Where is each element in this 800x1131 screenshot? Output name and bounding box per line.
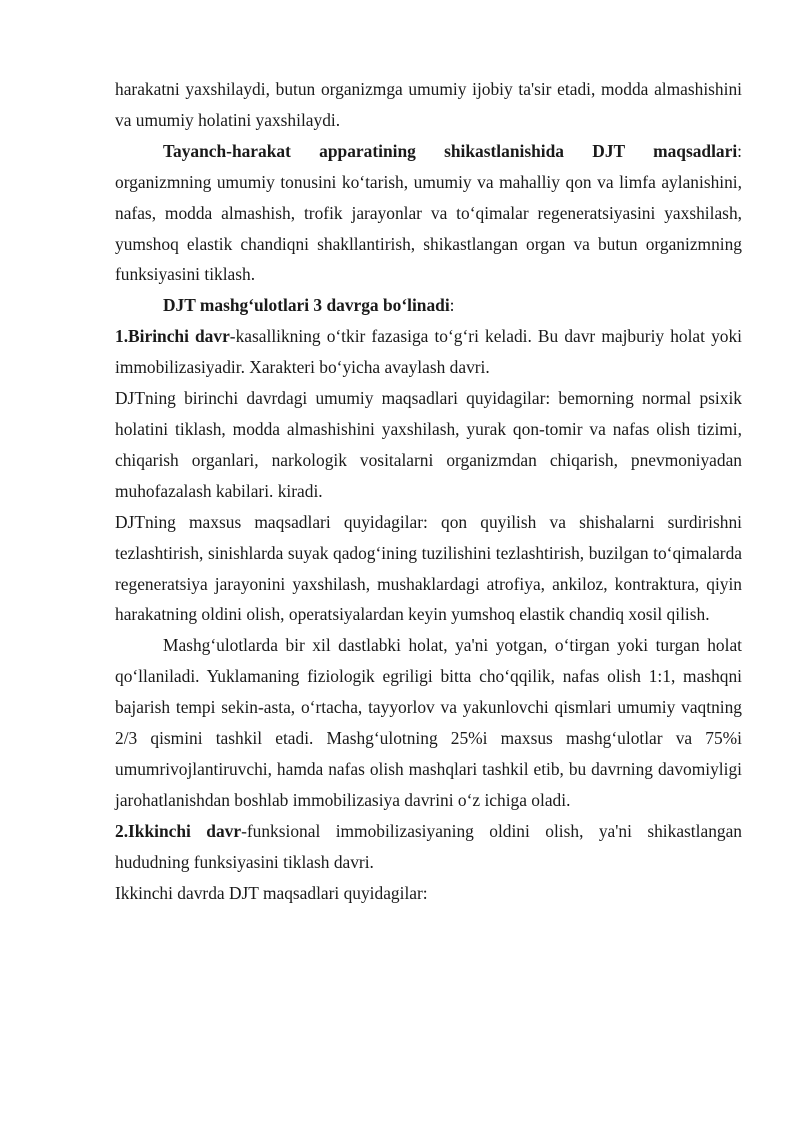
paragraph-4 <box>115 321 742 383</box>
paragraph-8-heading: 2.Ikkinchi davr <box>115 820 242 841</box>
paragraph-2 <box>115 136 742 291</box>
paragraph-8 <box>115 816 742 878</box>
paragraph-8-text: -funksional immobilizasiyaning oldini olish, ya'ni shikastlangan hududning funksiyasini tiklash davri. <box>115 820 742 872</box>
paragraph-4-heading: 1.Birinchi davr <box>115 326 230 347</box>
paragraph-4-text: -kasallikning o‘tkir fazasiga to‘g‘ri keladi. Bu davr majburiy holat yoki immobilizasiyadir. Xarakteri bo‘yicha avaylash davri. <box>115 326 742 378</box>
paragraph-5: DJTning birinchi davrdagi umumiy maqsadlari quyidagilar: bemorning normal psixik holatini tiklash, modda almashishini yaxshilash, yurak qon-tomir va nafas olish tizimi, chiqarish organlari, narkologik vositalarni organizmdan chiqarish, pnevmoniyadan muhofazalash kabilari. kiradi. <box>115 388 742 501</box>
paragraph-3-text: : <box>449 295 455 316</box>
document-body <box>115 74 742 908</box>
paragraph-3 <box>115 290 742 321</box>
paragraph-3-heading: DJT mashg‘ulotlari 3 davrga bo‘linadi <box>163 295 450 316</box>
paragraph-6: DJTning maxsus maqsadlari quyidagilar: qon quyilish va shishalarni surdirishni tezlashtirish, sinishlarda suyak qadog‘ining tuzilishini tezlashtirish, buzilgan to‘qimalarda regeneratsiya jarayonini yaxshilash, mushaklardagi atrofiya, ankiloz, kontraktura, qiyin harakatning oldini olish, operatsiyalardan keyin yumshoq elastik chandiq xosil qilish. <box>115 511 742 625</box>
paragraph-2-text: : organizmning umumiy tonusini ko‘tarish, umumiy va mahalliy qon va limfa aylanishini, nafas, modda almashish, trofik jarayonlar va to‘qimalar regeneratsiyasini yaxshilash, yumshoq elastik chandiqni shakllantirish, shikastlangan organ va butun organizmning funksiyasini tiklash. <box>115 140 742 285</box>
paragraph-7: Mashg‘ulotlarda bir xil dastlabki holat, ya'ni yotgan, o‘tirgan yoki turgan holat qo‘llaniladi. Yuklamaning fiziologik egriligi bitta cho‘qqilik, nafas olish 1:1, mashqni bajarish tempi sekin-asta, o‘rtacha, tayyorlov va yakunlovchi qismlari umumiy vaqtning 2/3 qismini tashkil etadi. Mashg‘ulotning 25%i maxsus mashg‘ulotlar va 75%i umumrivojlantiruvchi, hamda nafas olish mashqlari tashkil etib, bu davrning davomiyligi jarohatlanishdan boshlab immobilizasiya davrini o‘z ichiga oladi. <box>115 635 742 810</box>
paragraph-2-heading: Tayanch-harakat apparatining shikastlanishida DJT maqsadlari <box>163 140 738 161</box>
paragraph-9: Ikkinchi davrda DJT maqsadlari quyidagilar: <box>115 882 428 903</box>
paragraph-1: harakatni yaxshilaydi, butun organizmga umumiy ijobiy ta'sir etadi, modda almashishini va umumiy holatini yaxshilaydi. <box>115 79 742 130</box>
